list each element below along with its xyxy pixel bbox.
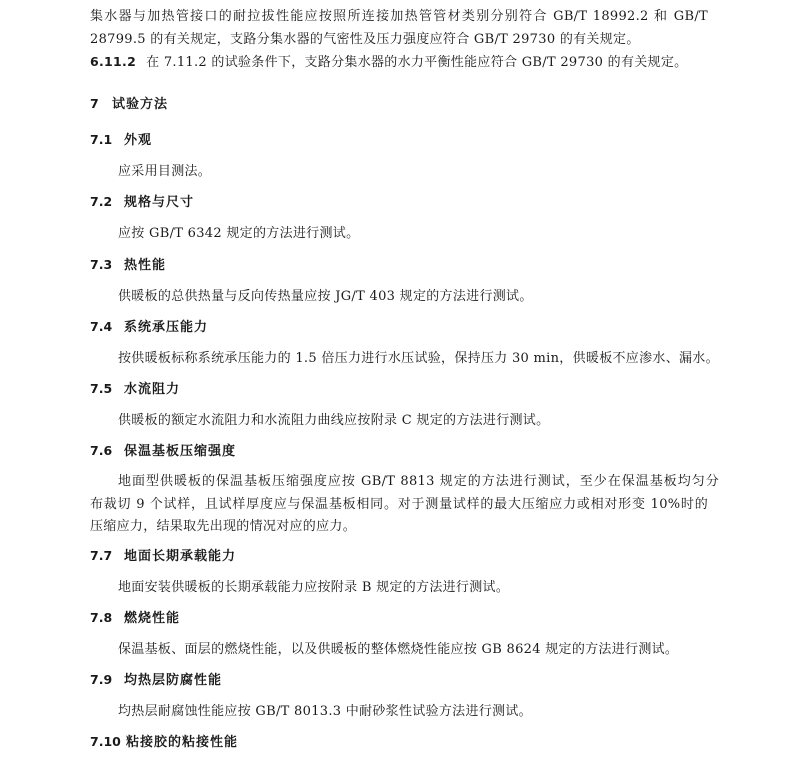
section-title: 燃烧性能 — [124, 611, 181, 626]
section-number: 7.8 — [90, 610, 113, 625]
section-heading-7-9 — [90, 671, 222, 690]
section-body-7-6-line-1: 地面型供暖板的保温基板压缩强度应按 GB/T 8813 规定的方法进行测试，至少在保温基板均匀分 — [118, 474, 719, 489]
section-heading-7-3 — [90, 256, 166, 275]
section-number: 7.4 — [90, 319, 113, 334]
section-number: 7.2 — [90, 194, 113, 209]
clause-text: 在 7.11.2 的试验条件下，支路分集水器的水力平衡性能应符合 GB/T 29730 的有关规定。 — [146, 55, 688, 70]
section-number: 7.3 — [90, 257, 113, 272]
section-title: 地面长期承载能力 — [124, 549, 237, 564]
section-heading-7-7 — [90, 547, 236, 566]
clause-6-11-2 — [90, 53, 687, 72]
section-title: 粘接胶的粘接性能 — [126, 735, 239, 750]
section-body-7-7: 地面安装供暖板的长期承载能力应按附录 B 规定的方法进行测试。 — [118, 580, 510, 595]
section-title: 热性能 — [124, 258, 167, 273]
section-number: 7.7 — [90, 548, 113, 563]
chapter-title: 试验方法 — [112, 97, 169, 112]
section-heading-7-2 — [90, 193, 194, 212]
section-heading-7-10 — [90, 733, 238, 752]
section-title: 规格与尺寸 — [124, 195, 195, 210]
section-heading-7-6 — [90, 442, 236, 461]
section-number: 7.10 — [90, 734, 121, 749]
section-body-7-8: 保温基板、面层的燃烧性能，以及供暖板的整体燃烧性能应按 GB 8624 规定的方法进行测试。 — [118, 642, 679, 657]
clause-number: 6.11.2 — [90, 54, 137, 69]
section-body-7-5: 供暖板的额定水流阻力和水流阻力曲线应按附录 C 规定的方法进行测试。 — [118, 413, 550, 428]
chapter-number: 7 — [90, 96, 99, 111]
section-title: 保温基板压缩强度 — [124, 444, 237, 459]
section-heading-7-5 — [90, 380, 180, 399]
chapter-heading — [90, 95, 168, 114]
section-title: 系统承压能力 — [124, 320, 209, 335]
section-body-7-2: 应按 GB/T 6342 规定的方法进行测试。 — [118, 226, 360, 241]
section-number: 7.1 — [90, 132, 113, 147]
section-heading-7-1 — [90, 131, 152, 150]
intro-line-1: 集水器与加热管接口的耐拉拔性能应按照所连接加热管管材类别分别符合 GB/T 18992.2 和 GB/T — [90, 9, 708, 24]
intro-line-2: 28799.5 的有关规定，支路分集水器的气密性及压力强度应符合 GB/T 29730 的有关规定。 — [90, 32, 640, 47]
section-title: 均热层防腐性能 — [124, 673, 223, 688]
section-title: 外观 — [124, 133, 153, 148]
section-heading-7-4 — [90, 318, 208, 337]
section-number: 7.5 — [90, 381, 113, 396]
section-body-7-3: 供暖板的总供热量与反向传热量应按 JG/T 403 规定的方法进行测试。 — [118, 289, 533, 304]
section-body-7-6-line-3: 压缩应力，结果取先出现的情况对应的应力。 — [90, 519, 357, 534]
section-number: 7.6 — [90, 443, 113, 458]
section-body-7-9: 均热层耐腐蚀性能应按 GB/T 8013.3 中耐砂浆性试验方法进行测试。 — [118, 704, 532, 719]
section-body-7-1: 应采用目测法。 — [118, 164, 212, 179]
section-body-7-4: 按供暖板标称系统承压能力的 1.5 倍压力进行水压试验，保持压力 30 min，供暖板不应渗水、漏水。 — [118, 351, 719, 366]
section-body-7-6-line-2: 布裁切 9 个试样，且试样厚度应与保温基板相同。对于测量试样的最大压缩应力或相对形变 10%时的 — [90, 497, 708, 512]
section-number: 7.9 — [90, 672, 113, 687]
section-title: 水流阻力 — [124, 382, 181, 397]
section-heading-7-8 — [90, 609, 180, 628]
